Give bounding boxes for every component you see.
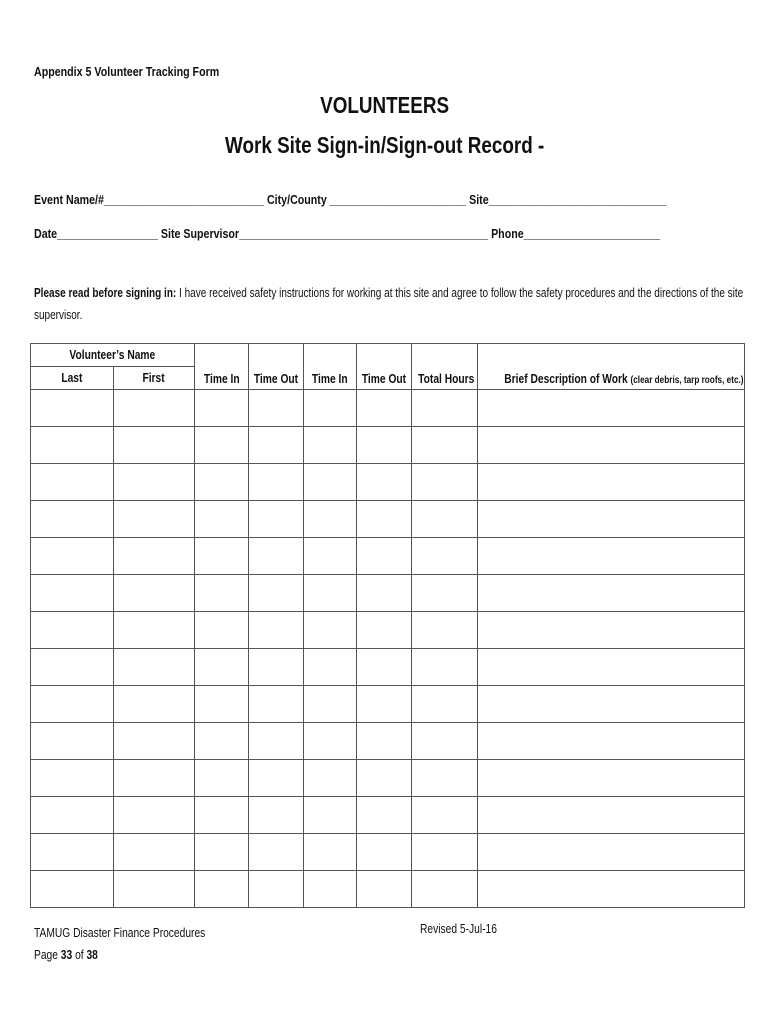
- time-out-2-cell[interactable]: [357, 723, 412, 760]
- time-out-1-cell[interactable]: [249, 760, 304, 797]
- time-in-2-cell[interactable]: [304, 612, 357, 649]
- description-cell[interactable]: [478, 575, 745, 612]
- footer-revised: [420, 922, 514, 936]
- col-time-out-1: Time Out: [249, 344, 304, 390]
- table-row: [31, 760, 745, 797]
- form-subtitle-text: Work Site Sign-in/Sign-out Record -: [225, 132, 545, 158]
- phone-label: Phone: [491, 226, 524, 241]
- date-supervisor-phone-line: [34, 226, 770, 241]
- time-in-2-cell[interactable]: [304, 834, 357, 871]
- time-in-2-cell[interactable]: [304, 760, 357, 797]
- safety-instructions: [34, 282, 764, 326]
- col-time-in-2: Time In: [304, 344, 357, 390]
- time-out-2-cell[interactable]: [357, 427, 412, 464]
- time-in-2-cell[interactable]: [304, 871, 357, 908]
- total-hours-cell[interactable]: [412, 686, 478, 723]
- instructions-lead: Please read before signing in:: [34, 286, 177, 300]
- table-row: [31, 686, 745, 723]
- time-out-1-cell[interactable]: [249, 871, 304, 908]
- of-word: of: [75, 948, 84, 962]
- last-name-cell[interactable]: [31, 612, 114, 649]
- col-time-out-2: Time Out: [357, 344, 412, 390]
- first-name-cell[interactable]: [114, 723, 195, 760]
- table-row: [31, 427, 745, 464]
- description-header-note: (clear debris, tarp roofs, etc.): [630, 375, 744, 386]
- last-name-cell[interactable]: [31, 797, 114, 834]
- last-name-cell[interactable]: [31, 649, 114, 686]
- time-in-2-cell[interactable]: [304, 797, 357, 834]
- time-out-1-cell[interactable]: [249, 834, 304, 871]
- time-out-2-cell[interactable]: [357, 612, 412, 649]
- event-name-field[interactable]: ___________________________: [103, 192, 264, 207]
- time-in-1-cell[interactable]: [195, 760, 249, 797]
- first-name-cell[interactable]: [114, 612, 195, 649]
- description-cell[interactable]: [478, 686, 745, 723]
- table-row: [31, 390, 745, 427]
- description-cell[interactable]: [478, 723, 745, 760]
- table-row: [31, 723, 745, 760]
- time-in-1-cell[interactable]: [195, 649, 249, 686]
- col-total-hours: Total Hours: [412, 344, 478, 390]
- total-hours-cell[interactable]: [412, 834, 478, 871]
- first-name-cell[interactable]: [114, 538, 195, 575]
- col-brief-description: [478, 344, 745, 390]
- time-in-2-cell[interactable]: [304, 427, 357, 464]
- time-out-2-cell[interactable]: [357, 834, 412, 871]
- time-in-2-cell[interactable]: [304, 390, 357, 427]
- time-in-2-cell[interactable]: [304, 464, 357, 501]
- last-name-cell[interactable]: [31, 390, 114, 427]
- time-in-2-cell[interactable]: [304, 686, 357, 723]
- footer-page-number: [34, 944, 98, 966]
- time-out-2-cell[interactable]: [357, 686, 412, 723]
- page-total: 38: [86, 948, 98, 962]
- total-hours-cell[interactable]: [412, 871, 478, 908]
- page-word: Page: [34, 948, 58, 962]
- table-row: [31, 834, 745, 871]
- time-in-1-cell[interactable]: [195, 612, 249, 649]
- instructions-body-line1: I have received safety instructions for working at this site and agree to follow the safety procedures and the directions of the site: [179, 286, 744, 300]
- time-out-1-cell[interactable]: [249, 723, 304, 760]
- first-name-cell[interactable]: [114, 464, 195, 501]
- time-in-1-cell[interactable]: [195, 686, 249, 723]
- safety-instructions-line1: [34, 282, 744, 304]
- time-in-2-cell[interactable]: [304, 538, 357, 575]
- form-subtitle: [0, 132, 770, 159]
- time-in-1-cell[interactable]: [195, 871, 249, 908]
- total-hours-cell[interactable]: [412, 575, 478, 612]
- appendix-label-text: Appendix 5 Volunteer Tracking Form: [34, 64, 220, 79]
- first-name-cell[interactable]: [114, 686, 195, 723]
- time-out-1-cell[interactable]: [249, 427, 304, 464]
- safety-instructions-line2: supervisor.: [34, 308, 83, 322]
- description-cell[interactable]: [478, 464, 745, 501]
- last-name-cell[interactable]: [31, 686, 114, 723]
- table-row: [31, 797, 745, 834]
- footer-revised-text: Revised 5-Jul-16: [420, 922, 497, 936]
- description-cell[interactable]: [478, 797, 745, 834]
- time-in-1-cell[interactable]: [195, 538, 249, 575]
- site-supervisor-field[interactable]: __________________________________________: [239, 226, 489, 241]
- time-in-1-cell[interactable]: [195, 723, 249, 760]
- total-hours-cell[interactable]: [412, 760, 478, 797]
- time-out-1-cell[interactable]: [249, 390, 304, 427]
- time-out-2-cell[interactable]: [357, 538, 412, 575]
- city-county-label: City/County: [266, 192, 327, 207]
- total-hours-cell[interactable]: [412, 501, 478, 538]
- table-row: [31, 501, 745, 538]
- form-title-text: VOLUNTEERS: [320, 92, 450, 118]
- time-out-2-cell[interactable]: [357, 649, 412, 686]
- first-name-cell[interactable]: [114, 760, 195, 797]
- time-out-1-cell[interactable]: [249, 612, 304, 649]
- last-name-cell[interactable]: [31, 427, 114, 464]
- time-out-1-cell[interactable]: [249, 686, 304, 723]
- time-out-2-cell[interactable]: [357, 871, 412, 908]
- time-in-2-cell[interactable]: [304, 575, 357, 612]
- description-cell[interactable]: [478, 649, 745, 686]
- description-header-text: Brief Description of Work: [504, 372, 628, 386]
- last-name-cell[interactable]: [31, 501, 114, 538]
- total-hours-cell[interactable]: [412, 649, 478, 686]
- total-hours-cell[interactable]: [412, 538, 478, 575]
- form-title: [0, 92, 770, 119]
- first-name-cell[interactable]: [114, 427, 195, 464]
- time-in-1-cell[interactable]: [195, 797, 249, 834]
- total-hours-cell[interactable]: [412, 427, 478, 464]
- table-row: [31, 538, 745, 575]
- volunteer-name-group-header: Volunteer’s Name: [31, 344, 195, 367]
- time-in-2-cell[interactable]: [304, 649, 357, 686]
- time-in-1-cell[interactable]: [195, 464, 249, 501]
- time-in-2-cell[interactable]: [304, 723, 357, 760]
- footer-left: [34, 922, 243, 966]
- description-cell[interactable]: [478, 834, 745, 871]
- total-hours-cell[interactable]: [412, 612, 478, 649]
- time-in-1-cell[interactable]: [195, 427, 249, 464]
- description-cell[interactable]: [478, 538, 745, 575]
- first-name-cell[interactable]: [114, 834, 195, 871]
- site-label: Site: [469, 192, 489, 207]
- total-hours-cell[interactable]: [412, 723, 478, 760]
- total-hours-cell[interactable]: [412, 464, 478, 501]
- time-out-1-cell[interactable]: [249, 501, 304, 538]
- time-in-1-cell[interactable]: [195, 501, 249, 538]
- time-in-1-cell[interactable]: [195, 575, 249, 612]
- time-out-1-cell[interactable]: [249, 797, 304, 834]
- last-name-cell[interactable]: [31, 834, 114, 871]
- col-last-name: Last: [31, 367, 114, 390]
- time-out-2-cell[interactable]: [357, 390, 412, 427]
- description-cell[interactable]: [478, 427, 745, 464]
- time-out-1-cell[interactable]: [249, 649, 304, 686]
- volunteer-log-body: [31, 390, 745, 908]
- total-hours-cell[interactable]: [412, 797, 478, 834]
- city-county-field[interactable]: _______________________: [329, 192, 467, 207]
- site-field[interactable]: ______________________________: [488, 192, 667, 207]
- time-in-1-cell[interactable]: [195, 834, 249, 871]
- description-cell[interactable]: [478, 501, 745, 538]
- first-name-cell[interactable]: [114, 871, 195, 908]
- time-out-2-cell[interactable]: [357, 464, 412, 501]
- table-row: [31, 612, 745, 649]
- site-supervisor-label: Site Supervisor: [160, 226, 240, 241]
- time-out-1-cell[interactable]: [249, 464, 304, 501]
- first-name-cell[interactable]: [114, 575, 195, 612]
- time-out-1-cell[interactable]: [249, 538, 304, 575]
- phone-field[interactable]: _______________________: [523, 226, 661, 241]
- first-name-cell[interactable]: [114, 501, 195, 538]
- last-name-cell[interactable]: [31, 538, 114, 575]
- first-name-cell[interactable]: [114, 797, 195, 834]
- date-label: Date: [34, 226, 58, 241]
- description-cell[interactable]: [478, 760, 745, 797]
- description-cell[interactable]: [478, 612, 745, 649]
- last-name-cell[interactable]: [31, 723, 114, 760]
- table-row: [31, 464, 745, 501]
- date-field[interactable]: _________________: [57, 226, 158, 241]
- last-name-cell[interactable]: [31, 871, 114, 908]
- col-time-in-1: Time In: [195, 344, 249, 390]
- col-first-name: First: [114, 367, 195, 390]
- last-name-cell[interactable]: [31, 464, 114, 501]
- table-row: [31, 575, 745, 612]
- time-in-1-cell[interactable]: [195, 390, 249, 427]
- table-row: [31, 871, 745, 908]
- time-out-2-cell[interactable]: [357, 760, 412, 797]
- time-out-2-cell[interactable]: [357, 797, 412, 834]
- time-out-1-cell[interactable]: [249, 575, 304, 612]
- time-out-2-cell[interactable]: [357, 575, 412, 612]
- last-name-cell[interactable]: [31, 760, 114, 797]
- appendix-label: [34, 64, 260, 79]
- total-hours-cell[interactable]: [412, 390, 478, 427]
- first-name-cell[interactable]: [114, 390, 195, 427]
- last-name-cell[interactable]: [31, 575, 114, 612]
- page-current: 33: [60, 948, 73, 962]
- event-city-site-line: [34, 192, 770, 207]
- volunteer-log-table: [30, 343, 745, 908]
- description-cell[interactable]: [478, 390, 745, 427]
- time-in-2-cell[interactable]: [304, 501, 357, 538]
- description-cell[interactable]: [478, 871, 745, 908]
- first-name-cell[interactable]: [114, 649, 195, 686]
- footer-procedures: TAMUG Disaster Finance Procedures: [34, 926, 206, 940]
- table-row: [31, 649, 745, 686]
- event-name-label: Event Name/#: [34, 192, 104, 207]
- time-out-2-cell[interactable]: [357, 501, 412, 538]
